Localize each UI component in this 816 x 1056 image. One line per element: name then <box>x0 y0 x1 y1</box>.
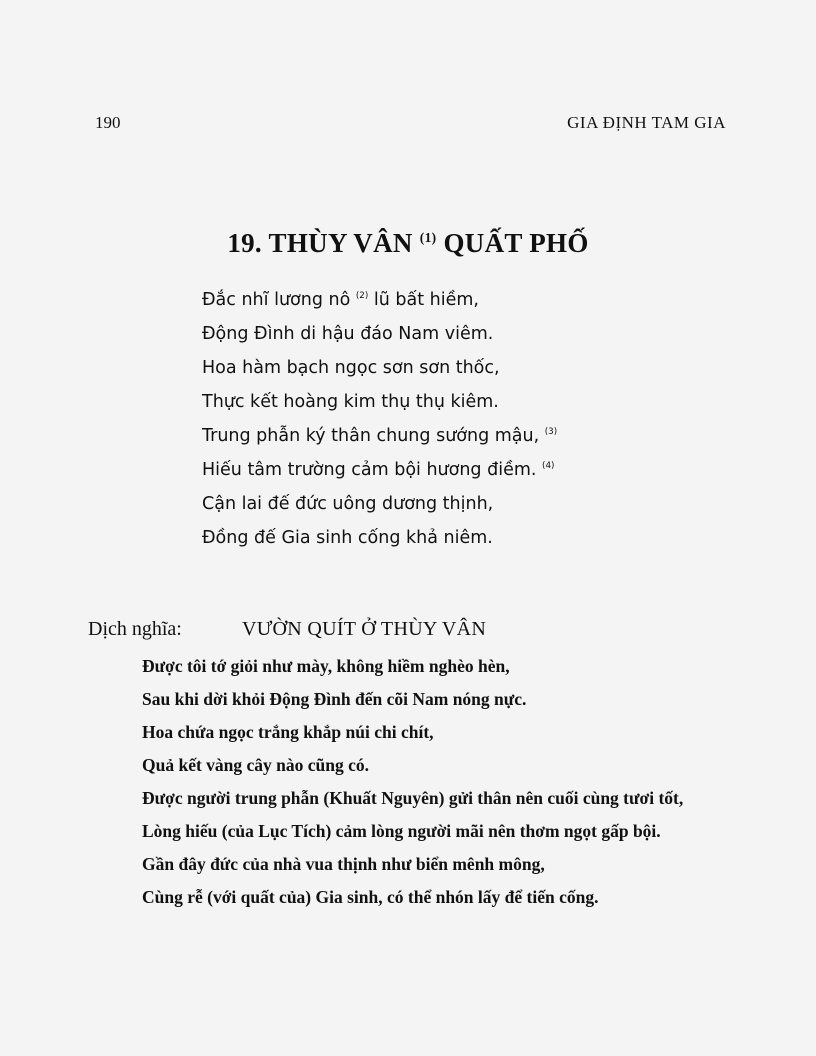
poem-line: Trung phẫn ký thân chung sướng mậu, $^{(3)}$ <box>202 426 558 446</box>
poem-title-rest: QUẤT PHỐ <box>443 228 589 258</box>
footnote-marker: (1) <box>419 230 437 245</box>
page-header <box>95 113 726 137</box>
poem-line: Động Đình di hậu đáo Nam viêm. <box>202 324 494 344</box>
translation-line: Sau khi dời khỏi Động Đình đến cõi Nam nóng nực. <box>142 689 527 709</box>
running-title: GIA ĐỊNH TAM GIA <box>567 113 726 132</box>
poem-title-main: 19. THÙY VÂN <box>227 228 413 258</box>
translation-line: Gần đây đức của nhà vua thịnh như biển mênh mông, <box>142 854 545 874</box>
poem-body <box>202 286 702 558</box>
page-number: 190 <box>95 113 121 132</box>
poem-line: Đồng đế Gia sinh cống khả niêm. <box>202 528 493 548</box>
translation-line: Quả kết vàng cây nào cũng có. <box>142 755 370 775</box>
translation-line: Được tôi tớ giỏi như mày, không hiềm nghèo hèn, <box>142 656 510 676</box>
translation-line: Cùng rễ (với quất của) Gia sinh, có thể nhón lấy để tiến cống. <box>142 887 599 907</box>
poem-line: Đắc nhĩ lương nô $^{(2)}$ lũ bất hiềm, <box>202 290 479 310</box>
footnote-marker: (3) <box>544 427 558 438</box>
translation-line: Được người trung phẫn (Khuất Nguyên) gửi thân nên cuối cùng tươi tốt, <box>142 788 684 808</box>
translation-label: Dịch nghĩa: <box>88 618 182 640</box>
poem-line: Hoa hàm bạch ngọc sơn sơn thốc, <box>202 358 500 378</box>
footnote-marker: (2) <box>355 291 369 302</box>
poem-line: Hiếu tâm trường cảm bội hương điềm. $^{(4)}$ <box>202 460 555 480</box>
translation-header <box>88 618 738 641</box>
translation-line: Hoa chứa ngọc trắng khắp núi chi chít, <box>142 722 434 742</box>
translation-body <box>142 654 724 918</box>
poem-title <box>0 228 816 259</box>
translation-title: VƯỜN QUÍT Ở THÙY VÂN <box>242 618 487 640</box>
poem-line: Thực kết hoàng kim thụ thụ kiêm. <box>202 392 499 412</box>
poem-line: Cận lai đế đức uông dương thịnh, <box>202 494 494 514</box>
footnote-marker: (4) <box>542 461 555 472</box>
translation-line: Lòng hiếu (của Lục Tích) cảm lòng người mãi nên thơm ngọt gấp bội. <box>142 821 661 841</box>
